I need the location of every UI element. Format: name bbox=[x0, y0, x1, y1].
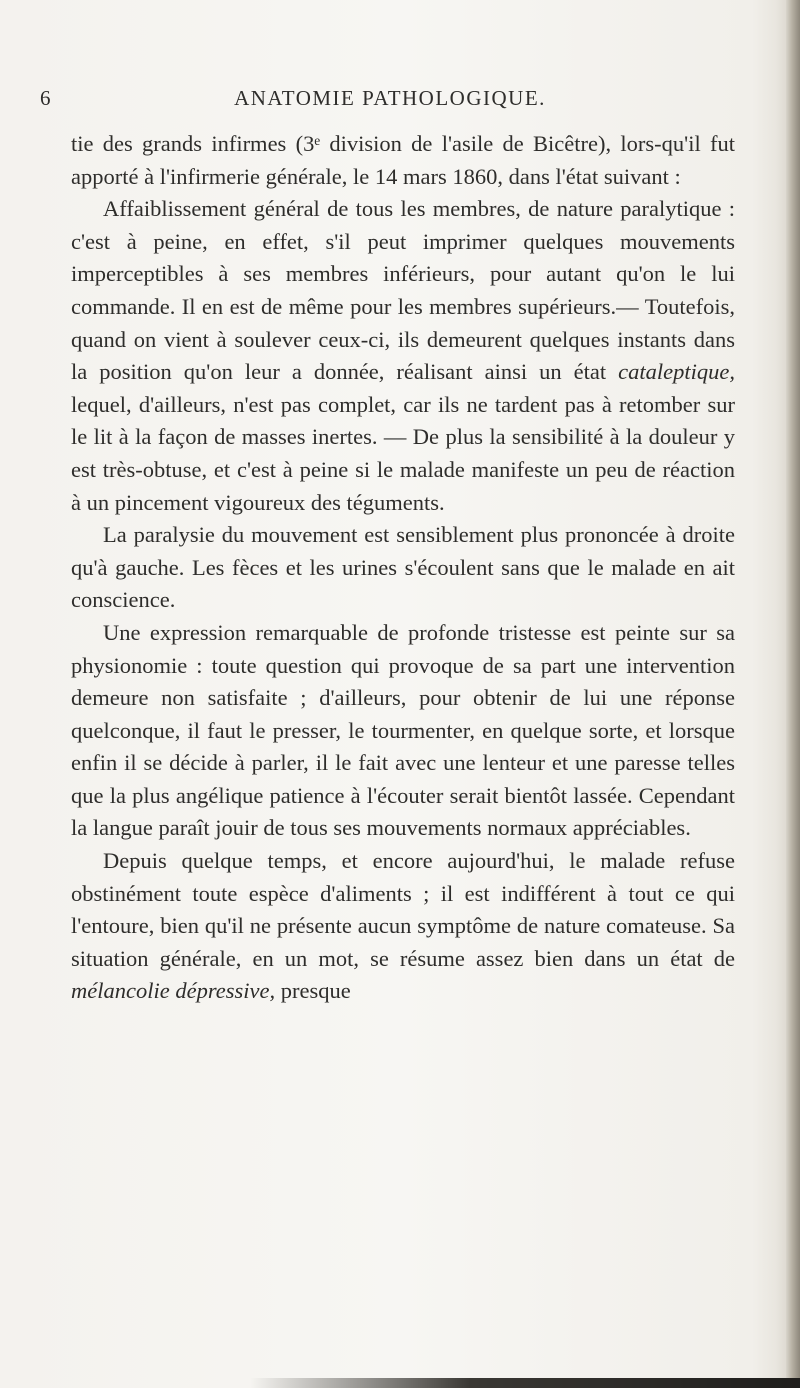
paragraph-5 bbox=[71, 845, 735, 1008]
paragraph-3: La paralysie du mouvement est sensiblement plus prononcée à droite qu'à gauche. Les fèces et les urines s'écoulent sans que le malade en ait conscience. bbox=[71, 522, 735, 613]
page-number: 6 bbox=[40, 86, 52, 110]
paragraph-5-text: Depuis quelque temps, et encore aujourd'hui, le malade refuse obstinément toute espèce d'aliments ; il est indifférent à tout ce qui l'entoure, bien qu'il ne présente aucun symptôme de nature comateuse. Sa situation générale, en un mot, se résume assez bien dans un état de bbox=[71, 848, 735, 971]
page-edge-shadow bbox=[786, 0, 800, 1388]
page-header bbox=[40, 86, 740, 116]
running-head: ANATOMIE PATHOLOGIQUE. bbox=[234, 86, 546, 110]
paragraph-5-text-end: presque bbox=[275, 978, 351, 1004]
paragraph-5-italic: mélancolie dépressive, bbox=[71, 978, 276, 1004]
body-text bbox=[71, 128, 735, 1008]
paragraph-2-text: Affaiblissement général de tous les membres, de nature paralytique : c'est à peine, en effet, s'il peut imprimer quelques mouvements imperceptibles à ses membres inférieurs, pour autant qu'on le lui commande. Il en est de même pour les membres supérieurs.— Toutefois, quand on vient à soulever ceux-ci, ils demeurent quelques instants dans la position qu'on leur a donnée, réalisant ainsi un état bbox=[71, 196, 735, 385]
paragraph-2 bbox=[71, 193, 735, 519]
page-bottom-shadow bbox=[250, 1378, 800, 1388]
paragraph-1: tie des grands infirmes (3ᵉ division de l'asile de Bicêtre), lors-qu'il fut apporté à l'infirmerie générale, le 14 mars 1860, dans l'état suivant : bbox=[71, 131, 735, 189]
paragraph-2-italic: cataleptique, bbox=[618, 359, 735, 385]
paragraph-4: Une expression remarquable de profonde tristesse est peinte sur sa physionomie : toute question qui provoque de sa part une intervention demeure non satisfaite ; d'ailleurs, pour obtenir de lui une réponse quelconque, il faut le presser, le tourmenter, en quelque sorte, et lorsque enfin il se décide à parler, il le fait avec une lenteur et une paresse telles que la plus angélique patience à l'écouter serait bientôt lassée. Cependant la langue paraît jouir de tous ses mouvements normaux appréciables. bbox=[71, 619, 735, 841]
paragraph-2-text-end: lequel, d'ailleurs, n'est pas complet, car ils ne tardent pas à retomber sur le lit à la façon de masses inertes. — De plus la sensibilité à la douleur y est très-obtuse, et c'est à peine si le malade manifeste un peu de réaction à un pincement vigoureux des téguments. bbox=[71, 391, 735, 515]
